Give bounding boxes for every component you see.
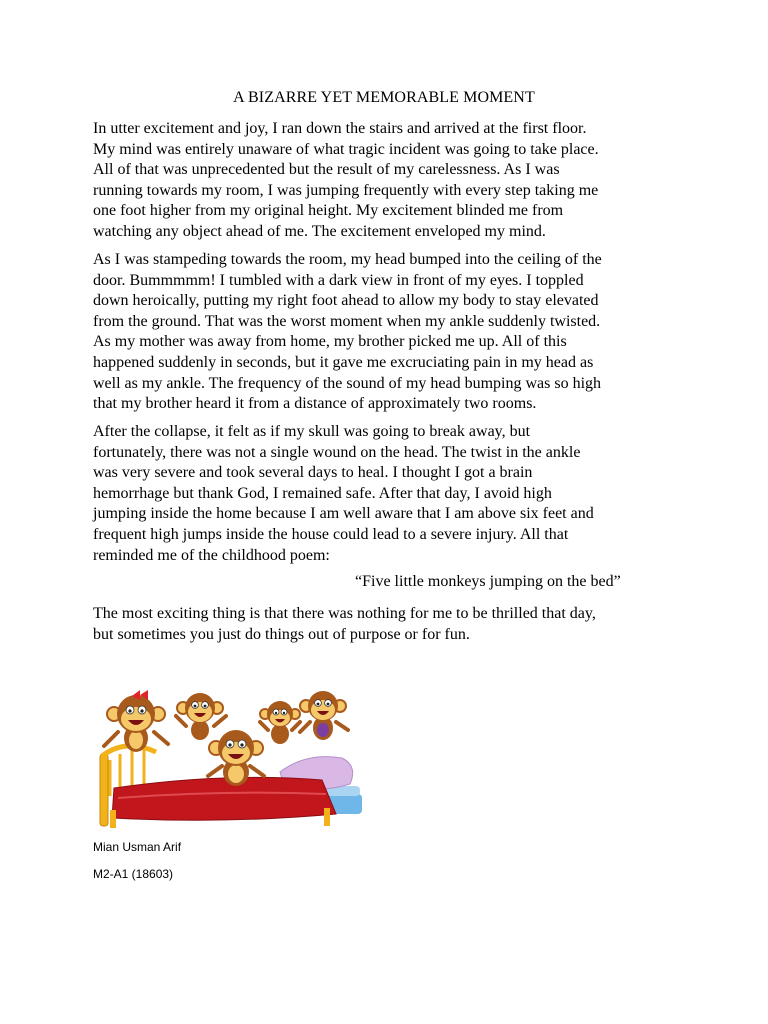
paragraph-line: hemorrhage but thank God, I remained safe. After that day, I avoid high <box>93 484 552 502</box>
paragraph-line: reminded me of the childhood poem: <box>93 546 330 564</box>
author-name: Mian Usman Arif <box>93 840 182 854</box>
paragraph-line: from the ground. That was the worst moment when my ankle suddenly twisted. <box>93 312 601 330</box>
paragraph-line: well as my ankle. The frequency of the sound of my head bumping was so high <box>93 374 602 392</box>
paragraph-4 <box>93 604 678 645</box>
paragraph-line: frequent high jumps inside the house could lead to a severe injury. All that <box>93 525 569 543</box>
paragraph-line: In utter excitement and joy, I ran down the stairs and arrived at the first floor. <box>93 120 587 137</box>
paragraph-line: happened suddenly in seconds, but it gave me excruciating pain in my head as <box>93 353 594 371</box>
poem-quote: “Five little monkeys jumping on the bed” <box>355 573 621 590</box>
paragraph-line: down heroically, putting my right foot ahead to allow my body to stay elevated <box>93 292 599 310</box>
paragraph-1 <box>93 119 678 243</box>
paragraph-line: one foot higher from my original height. My excitement blinded me from <box>93 202 564 220</box>
paragraph-line: fortunately, there was not a single wound on the head. The twist in the ankle <box>93 443 581 461</box>
paragraph-line: After the collapse, it felt as if my skull was going to break away, but <box>93 423 531 440</box>
paragraph-line: As I was stampeding towards the room, my head bumped into the ceiling of the <box>93 251 602 268</box>
paragraph-line: door. Bummmmm! I tumbled with a dark view in front of my eyes. I toppled <box>93 271 584 289</box>
paragraph-line: that my brother heard it from a distance of approximately two rooms. <box>93 395 537 413</box>
paragraph-line: My mind was entirely unaware of what tragic incident was going to take place. <box>93 140 599 158</box>
paragraph-line: The most exciting thing is that there was nothing for me to be thrilled that day, <box>93 605 596 622</box>
paragraph-line: running towards my room, I was jumping frequently with every step taking me <box>93 181 599 199</box>
paragraph-line: watching any object ahead of me. The excitement enveloped my mind. <box>93 222 546 240</box>
paragraph-line: was very severe and took several days to heal. I thought I got a brain <box>93 464 533 482</box>
paragraph-line: but sometimes you just do things out of purpose or for fun. <box>93 625 470 643</box>
paragraph-3 <box>93 422 678 566</box>
essay-title: A BIZARRE YET MEMORABLE MOMENT <box>233 89 535 106</box>
paragraph-2 <box>93 250 678 415</box>
paragraph-line: jumping inside the home because I am well aware that I am above six feet and <box>93 505 594 523</box>
paragraph-line: All of that was unprecedented but the result of my carelessness. As I was <box>93 161 560 179</box>
paragraph-line: As my mother was away from home, my brother picked me up. All of this <box>93 333 567 351</box>
five-monkeys-on-bed-illustration <box>96 686 366 832</box>
author-id: M2-A1 (18603) <box>93 867 174 881</box>
